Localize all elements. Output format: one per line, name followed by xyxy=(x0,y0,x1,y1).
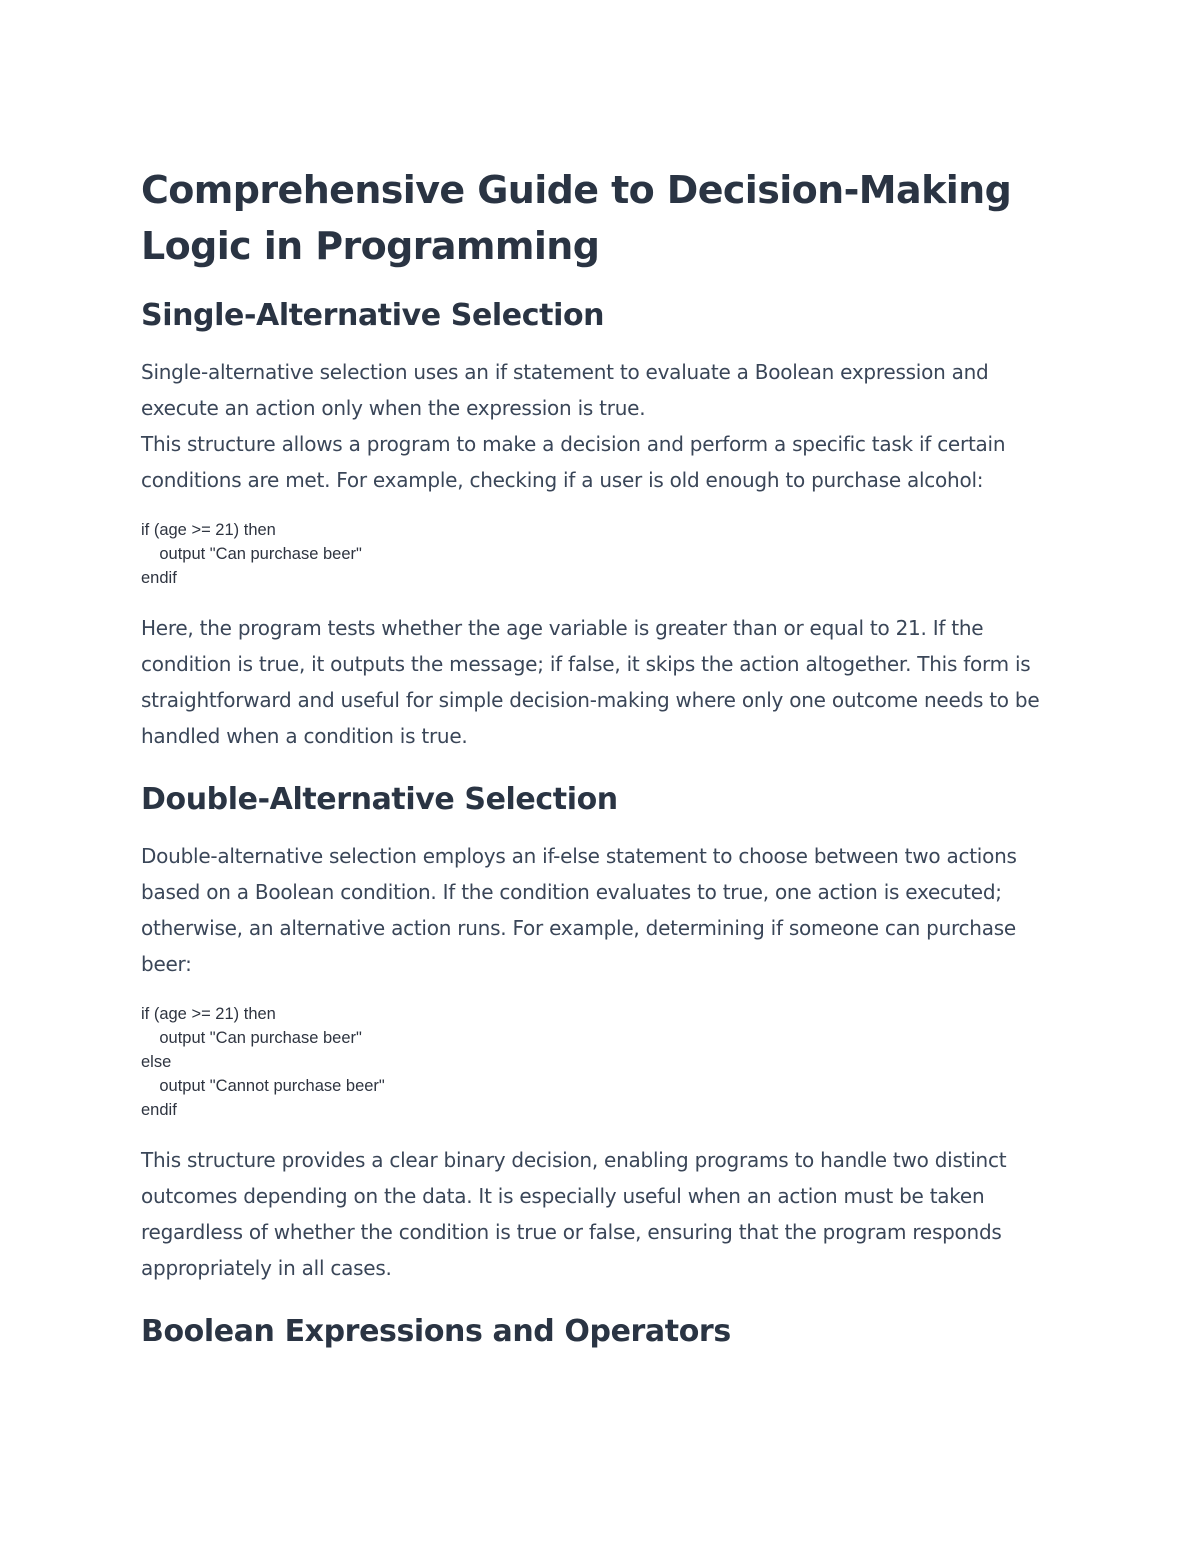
code-block-double-alternative: if (age >= 21) then output "Can purchase beer" else output "Cannot purchase beer" endif xyxy=(141,1005,385,1119)
section-heading-single-alternative: Single-Alternative Selection xyxy=(141,298,605,333)
paragraph-single-intro-2: This structure allows a program to make a decision and perform a specific task if certain conditions are met. For example, checking if a user is old enough to purchase alcohol: xyxy=(141,432,1006,492)
paragraph-double-intro: Double-alternative selection employs an if-else statement to choose between two actions based on a Boolean condition. If the condition evaluates to true, one action is executed; otherwise, an alternative action runs. For example, determining if someone can purchase beer: xyxy=(141,844,1017,976)
paragraph-single-intro-1: Single-alternative selection uses an if statement to evaluate a Boolean expression and execute an action only when the expression is true. xyxy=(141,360,989,420)
document-page xyxy=(141,162,1061,1352)
paragraph-single-outro: Here, the program tests whether the age variable is greater than or equal to 21. If the condition is true, it outputs the message; if false, it skips the action altogether. This form is straightforward and useful for simple decision-making where only one outcome needs to be handled when a condition is true. xyxy=(141,616,1040,748)
code-block-single-alternative: if (age >= 21) then output "Can purchase beer" endif xyxy=(141,521,362,587)
paragraph-double-outro: This structure provides a clear binary decision, enabling programs to handle two distinct outcomes depending on the data. It is especially useful when an action must be taken regardless of whether the condition is true or false, ensuring that the program responds appropriately in all cases. xyxy=(141,1148,1007,1280)
section-heading-boolean-expressions: Boolean Expressions and Operators xyxy=(141,1314,731,1349)
section-heading-double-alternative: Double-Alternative Selection xyxy=(141,782,618,817)
document-title: Comprehensive Guide to Decision-Making Logic in Programming xyxy=(141,168,1012,268)
